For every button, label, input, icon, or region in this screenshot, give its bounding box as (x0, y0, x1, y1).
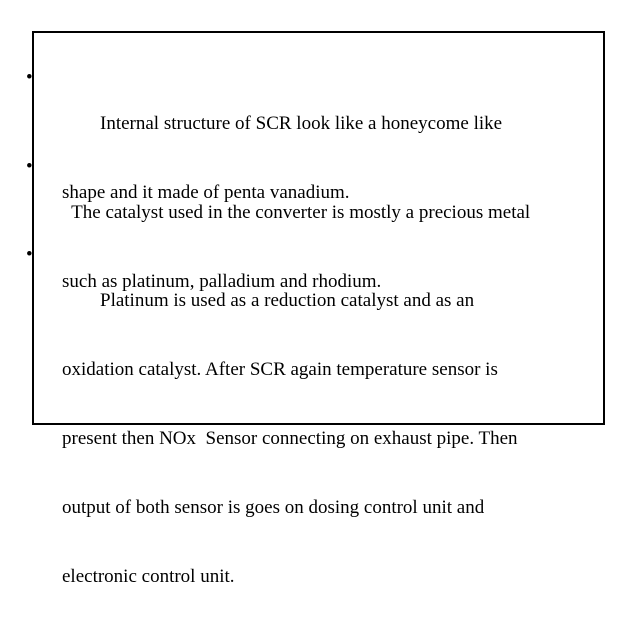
bullet-line: Platinum is used as a reduction catalyst and as an (62, 290, 475, 311)
bullet-line: oxidation catalyst. After SCR again temperature sensor is (62, 359, 498, 380)
bullet-line: output of both sensor is goes on dosing control unit and (62, 497, 485, 518)
bullet-line: such as platinum, palladium and rhodium. (62, 271, 382, 292)
bullet-line: present then NOx Sensor connecting on exhaust pipe. Then (62, 428, 518, 449)
bullet-marker: • (26, 244, 33, 265)
bullet-text (62, 243, 597, 634)
bullet-line: Internal structure of SCR look like a honeycome like (62, 113, 503, 134)
bullet-line: electronic control unit. (62, 566, 235, 587)
bullet-marker: • (26, 156, 33, 177)
bullet-marker: • (26, 67, 33, 88)
bullet-line: shape and it made of penta vanadium. (62, 182, 350, 203)
bullet-line: The catalyst used in the converter is mostly a precious metal (62, 202, 531, 223)
